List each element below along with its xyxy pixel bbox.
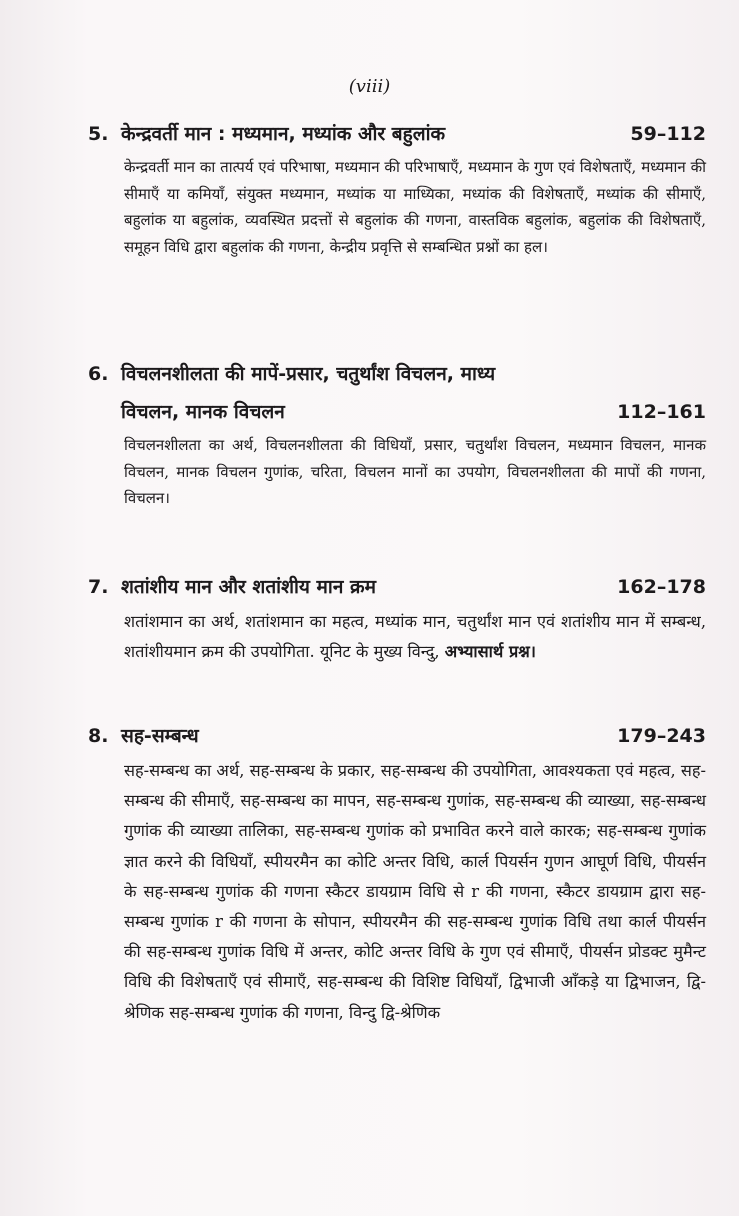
chapter-title-continued: विचलन, मानक विचलन bbox=[121, 401, 285, 423]
chapter-6 bbox=[88, 360, 706, 512]
chapter-7 bbox=[88, 573, 706, 667]
chapter-number: 6. bbox=[88, 363, 109, 385]
chapter-number: 8. bbox=[88, 725, 109, 747]
chapter-heading-line2 bbox=[88, 398, 706, 424]
chapter-pages: 112–161 bbox=[617, 401, 706, 423]
chapter-pages: 59–112 bbox=[630, 123, 706, 145]
chapter-number: 5. bbox=[88, 123, 109, 145]
chapter-contents: विचलनशीलता का अर्थ, विचलनशीलता की विधियाँ, प्रसार, चतुर्थांश विचलन, मध्यमान विचलन, मानक विचलन, मानक विचलन गुणांक, चरिता, विचलन मानों का उपयोग, विचलनशीलता की मापों की गणना, विचलन। bbox=[124, 436, 706, 507]
chapter-heading bbox=[88, 120, 706, 146]
chapter-pages: 179–243 bbox=[617, 725, 706, 747]
chapter-title: 6. विचलनशीलता की मापें-प्रसार, चतुर्थांश विचलन, माध्य bbox=[88, 363, 496, 385]
chapter-title: 8. सह-सम्बन्ध bbox=[88, 725, 199, 747]
chapter-contents: केन्द्रवर्ती मान का तात्पर्य एवं परिभाषा, मध्यमान की परिभाषाएँ, मध्यमान के गुण एवं विशेषताएँ, मध्यमान की सीमाएँ या कमियाँ, संयुक्त मध्यमान, मध्यांक या माध्यिका, मध्यांक की विशेषताएँ, मध्यांक की सीमाएँ, बहुलांक या बहुलांक, व्यवस्थित प्रदत्तों से बहुलांक की गणना, वास्तविक बहुलांक, बहुलांक की विशेषताएँ, समूहन विधि द्वारा बहुलांक की गणना, केन्द्रीय प्रवृत्ति से सम्बन्धित प्रश्नों का हल। bbox=[124, 158, 706, 256]
chapter-pages: 162–178 bbox=[617, 576, 706, 598]
chapter-heading bbox=[88, 360, 706, 386]
chapter-8 bbox=[88, 722, 706, 1028]
chapter-number: 7. bbox=[88, 576, 109, 598]
page-number: (viii) bbox=[348, 76, 391, 97]
chapter-heading bbox=[88, 573, 706, 599]
chapter-contents: सह-सम्बन्ध का अर्थ, सह-सम्बन्ध के प्रकार, सह-सम्बन्ध की उपयोगिता, आवश्यकता एवं महत्व, सह-सम्बन्ध की सीमाएँ, सह-सम्बन्ध का मापन, सह-सम्बन्ध गुणांक, सह-सम्बन्ध की व्याख्या, सह-सम्बन्ध गुणांक की व्याख्या तालिका, सह-सम्बन्ध गुणांक को प्रभावित करने वाले कारक; सह-सम्बन्ध गुणांक ज्ञात करने की विधियाँ, स्पीयरमैन का कोटि अन्तर विधि, कार्ल पियर्सन गुणन आघूर्ण विधि, पीयर्सन के सह-सम्बन्ध गुणांक की गणना स्कैटर डायग्राम विधि से r की गणना, स्कैटर डायग्राम द्वारा सह-सम्बन्ध गुणांक r की गणना के सोपान, स्पीयरमैन की सह-सम्बन्ध गुणांक विधि तथा कार्ल पीयर्सन की सह-सम्बन्ध गुणांक विधि में अन्तर, कोटि अन्तर विधि के गुण एवं सीमाएँ, पीयर्सन प्रोडक्ट मुमैन्ट विधि की विशेषताएँ एवं सीमाएँ, सह-सम्बन्ध की विशिष्ट विधियाँ, द्विभाजी आँकड़े या द्विभाजन, द्वि-श्रेणिक सह-सम्बन्ध गुणांक की गणना, विन्दु द्वि-श्रेणिक bbox=[124, 761, 706, 1022]
chapter-title: 5. केन्द्रवर्ती मान : मध्यमान, मध्यांक और बहुलांक bbox=[88, 123, 446, 145]
chapter-contents: शतांशमान का अर्थ, शतांशमान का महत्व, मध्यांक मान, चतुर्थांश मान एवं शतांशीय मान में सम्बन्ध, शतांशीयमान क्रम की उपयोगिता. यूनिट के मुख्य विन्दु, अभ्यासार्थ प्रश्न। bbox=[124, 612, 706, 662]
exercise-questions: अभ्यासार्थ प्रश्न। bbox=[444, 642, 536, 662]
chapter-title: 7. शतांशीय मान और शतांशीय मान क्रम bbox=[88, 576, 376, 598]
chapter-heading bbox=[88, 722, 706, 748]
chapter-5 bbox=[88, 120, 706, 260]
